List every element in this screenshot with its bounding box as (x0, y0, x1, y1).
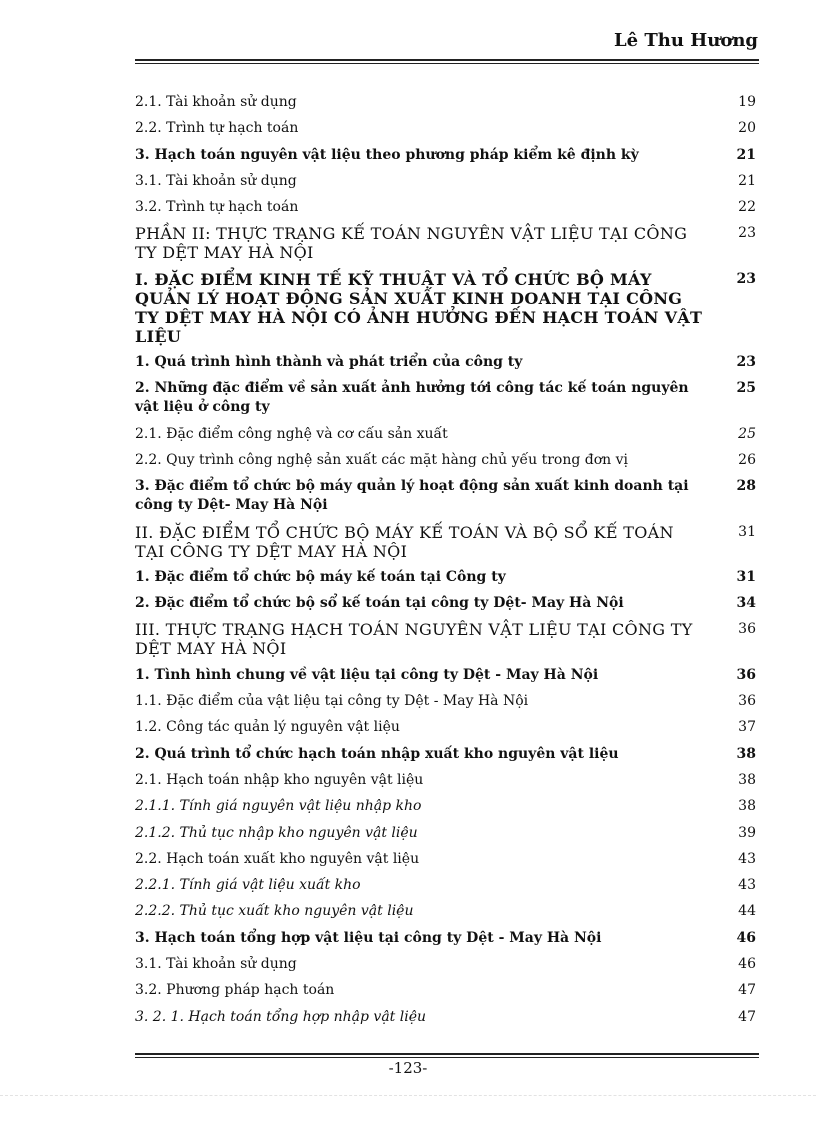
table-of-contents (135, 93, 756, 1034)
toc-entry-title: 2.1. Hạch toán nhập kho nguyên vật liệu (135, 771, 424, 788)
toc-entry (135, 425, 756, 444)
toc-entry-page: 31 (738, 523, 756, 540)
toc-entry (135, 824, 756, 843)
toc-entry-page: 43 (738, 877, 756, 894)
toc-entry-title: 3.2. Phương pháp hạch toán (135, 982, 335, 999)
footer-rule (135, 1053, 759, 1058)
toc-entry-title: 1. Tình hình chung về vật liệu tại công ty Dệt - May Hà Nội (135, 666, 599, 683)
toc-entry-page: 23 (738, 225, 756, 242)
toc-entry (135, 523, 756, 561)
author-name: Lê Thu Hương (614, 30, 758, 51)
toc-entry-page: 19 (738, 94, 756, 110)
toc-entry-page: 39 (738, 824, 756, 841)
page-number: -123- (388, 1059, 428, 1077)
toc-entry-page: 38 (736, 745, 756, 762)
toc-entry-title: 2.1.1. Tính giá nguyên vật liệu nhập kho (135, 798, 422, 815)
toc-entry (135, 771, 756, 790)
toc-entry-title: 2. Những đặc điểm về sản xuất ảnh hưởng tới công tác kế toán nguyên vật liệu ở công ty (135, 380, 689, 416)
toc-entry (135, 797, 756, 816)
header-rule (135, 59, 759, 64)
toc-entry (135, 270, 756, 346)
toc-entry (135, 718, 756, 737)
toc-entry-title: 2. Đặc điểm tổ chức bộ sổ kế toán tại công ty Dệt- May Hà Nội (135, 595, 624, 612)
toc-entry-title: PHẦN II: THỰC TRẠNG KẾ TOÁN NGUYÊN VẬT LIỆU TẠI CÔNG TY DỆT MAY HÀ NỘI (135, 224, 688, 263)
toc-entry-page: 28 (736, 478, 756, 495)
toc-entry-page: 23 (736, 354, 756, 371)
toc-entry (135, 902, 756, 921)
toc-entry (135, 568, 756, 587)
toc-entry-page: 25 (738, 425, 756, 442)
page-break-line (0, 1095, 816, 1096)
toc-entry-title: 1. Quá trình hình thành và phát triển của công ty (135, 354, 523, 371)
toc-entry-page: 21 (736, 146, 756, 163)
toc-entry-title: 2. Quá trình tổ chức hạch toán nhập xuất kho nguyên vật liệu (135, 745, 619, 762)
toc-entry-page: 44 (738, 903, 756, 920)
toc-entry-title: 2.1. Đặc điểm công nghệ và cơ cấu sản xuất (135, 425, 448, 442)
toc-entry (135, 119, 756, 138)
toc-entry-page: 21 (738, 172, 756, 189)
toc-entry (135, 594, 756, 613)
toc-entry-page: 20 (738, 120, 756, 137)
toc-entry-page: 22 (738, 199, 756, 216)
toc-entry-page: 25 (736, 380, 756, 397)
toc-entry-title: 3. Hạch toán tổng hợp vật liệu tại công ty Dệt - May Hà Nội (135, 929, 602, 946)
toc-entry (135, 198, 756, 217)
toc-entry-page: 31 (736, 568, 756, 585)
toc-entry (135, 451, 756, 470)
toc-entry (135, 745, 756, 764)
toc-entry (135, 620, 756, 658)
toc-entry-title: III. THỰC TRẠNG HẠCH TOÁN NGUYÊN VẬT LIỆU TẠI CÔNG TY DỆT MAY HÀ NỘI (135, 620, 693, 659)
toc-entry-page: 37 (738, 719, 756, 736)
toc-entry-title: 3. 2. 1. Hạch toán tổng hợp nhập vật liệu (135, 1008, 427, 1025)
toc-entry (135, 850, 756, 869)
toc-entry-title: 2.1. Tài khoản sử dụng (135, 94, 297, 110)
toc-entry (135, 955, 756, 974)
toc-entry-title: 3.1. Tài khoản sử dụng (135, 172, 297, 189)
toc-entry-page: 36 (736, 666, 756, 683)
toc-entry (135, 146, 756, 165)
toc-entry-title: 2.1.2. Thủ tục nhập kho nguyên vật liệu (135, 824, 418, 841)
toc-entry-page: 23 (736, 270, 756, 287)
toc-entry-title: 3. Đặc điểm tổ chức bộ máy quản lý hoạt động sản xuất kinh doanh tại công ty Dệt- May Hà Nội (135, 478, 689, 514)
toc-entry-page: 47 (738, 982, 756, 999)
toc-entry (135, 692, 756, 711)
toc-entry (135, 224, 756, 262)
toc-entry-page: 26 (738, 451, 756, 468)
toc-entry-title: 2.2. Trình tự hạch toán (135, 120, 299, 137)
toc-entry-page: 46 (738, 956, 756, 973)
toc-entry-title: 2.2. Hạch toán xuất kho nguyên vật liệu (135, 850, 420, 867)
toc-entry (135, 379, 756, 417)
toc-entry-title: 2.2.1. Tính giá vật liệu xuất kho (135, 877, 361, 894)
toc-entry-title: 1. Đặc điểm tổ chức bộ máy kế toán tại Công ty (135, 568, 506, 585)
toc-entry-title: 2.2.2. Thủ tục xuất kho nguyên vật liệu (135, 903, 414, 920)
toc-entry (135, 353, 756, 372)
toc-entry-page: 47 (738, 1008, 756, 1025)
toc-entry-page: 38 (738, 798, 756, 815)
toc-entry-title: II. ĐẶC ĐIỂM TỔ CHỨC BỘ MÁY KẾ TOÁN VÀ BỘ SỔ KẾ TOÁN TẠI CÔNG TY DỆT MAY HÀ NỘI (135, 522, 674, 561)
toc-entry (135, 93, 756, 112)
toc-entry-page: 34 (736, 595, 756, 612)
toc-entry-title: 3. Hạch toán nguyên vật liệu theo phương pháp kiểm kê định kỳ (135, 146, 639, 163)
toc-entry-page: 46 (736, 929, 756, 946)
toc-entry-title: 3.2. Trình tự hạch toán (135, 199, 299, 216)
toc-entry-title: 1.2. Công tác quản lý nguyên vật liệu (135, 719, 400, 736)
toc-entry-title: 2.2. Quy trình công nghệ sản xuất các mặt hàng chủ yếu trong đơn vị (135, 451, 628, 468)
toc-entry-page: 43 (738, 850, 756, 867)
toc-entry-page: 36 (738, 693, 756, 710)
toc-entry (135, 477, 756, 515)
toc-entry (135, 666, 756, 685)
toc-entry-title: 1.1. Đặc điểm của vật liệu tại công ty Dệt - May Hà Nội (135, 693, 529, 710)
toc-entry (135, 1008, 756, 1027)
toc-entry-title: I. ĐẶC ĐIỂM KINH TẾ KỸ THUẬT VÀ TỔ CHỨC BỘ MÁY QUẢN LÝ HOẠT ĐỘNG SẢN XUẤT KINH DOANH TẠI CÔNG TY DỆT MAY HÀ NỘI CÓ ẢNH HƯỞNG ĐẾN HẠCH TOÁN VẬT LIỆU (135, 269, 703, 346)
toc-entry-page: 36 (738, 621, 756, 638)
toc-entry-title: 3.1. Tài khoản sử dụng (135, 956, 297, 973)
toc-entry (135, 172, 756, 191)
toc-entry (135, 981, 756, 1000)
toc-entry (135, 929, 756, 948)
toc-entry-page: 38 (738, 771, 756, 788)
toc-entry (135, 876, 756, 895)
